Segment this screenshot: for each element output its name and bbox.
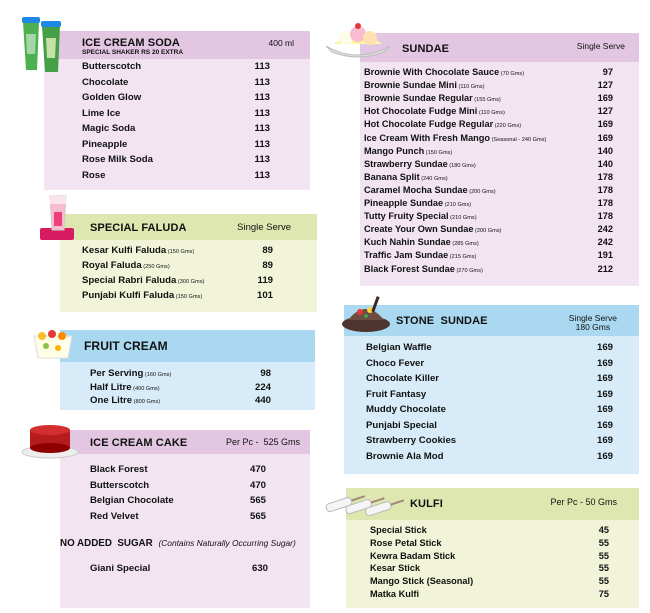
kulfi-item-price: 55 [598, 563, 609, 574]
stone-item-price: 169 [596, 388, 613, 400]
sundae-item-weight: (220 Gms) [493, 123, 522, 130]
fruit-item-price: 440 [254, 395, 271, 406]
stone-sundae-icon [340, 294, 392, 334]
sundae-item-price: 242 [597, 224, 613, 235]
soda-item-price: 113 [254, 154, 270, 165]
faluda-title: SPECIAL FALUDA [90, 222, 187, 234]
cake-serve: Per Pc - 525 Gms [225, 437, 300, 447]
sundae-item-name [364, 198, 471, 208]
soda-serve: 400 ml [268, 38, 294, 48]
soda-header [44, 31, 310, 59]
kulfi-item-label: Mango Stick (Seasonal) [370, 576, 474, 587]
kulfi-item-price: 55 [598, 550, 609, 561]
stone-item-name [366, 358, 424, 369]
kulfi-item-price: 55 [598, 537, 609, 548]
sundae-item-weight: (110 Gms) [477, 110, 505, 117]
kulfi-sticks-icon [322, 478, 410, 522]
fruit-item-weight: (400 Gms) [131, 385, 160, 392]
cake-item-label: Black Forest [90, 464, 148, 475]
soda-item-label: Rose Milk Soda [82, 154, 153, 165]
sundae-item-weight: (240 Gms) [419, 175, 448, 182]
stone-item-name [366, 373, 439, 384]
fruit-item-weight: (160 Gms) [143, 372, 172, 378]
soda-subtitle: SPECIAL SHAKER RS 20 EXTRA [82, 49, 184, 56]
cake-item-label: Red Velvet [90, 510, 139, 522]
soda-item-label: Golden Glow [82, 92, 142, 103]
faluda-item-label: Royal Faluda [82, 260, 142, 271]
cake-item-price: 565 [249, 495, 266, 506]
sundae-item-name [364, 146, 452, 156]
sundae-item-weight: (180 Gms) [447, 162, 476, 169]
sundae-header [360, 33, 639, 62]
soda-item-name [82, 139, 127, 150]
kulfi-item-label: Kesar Stick [370, 563, 421, 574]
sundae-item-price: 169 [597, 93, 613, 104]
faluda-header [60, 214, 317, 240]
sundae-item-name [364, 93, 501, 103]
sundae-item-label: Create Your Own Sundae [364, 224, 474, 235]
fruit-header [60, 330, 315, 362]
fruit-title: FRUIT CREAM [84, 339, 168, 353]
sundae-item-label: Hot Chocolate Fudge Regular [364, 119, 494, 130]
soda-item-name [82, 170, 105, 181]
fruit-item-label: Half Litre [90, 381, 132, 393]
stone-serve-line1: Single Serve [568, 313, 617, 323]
sundae-item-price: 140 [597, 145, 613, 156]
soda-item-price: 113 [254, 169, 270, 181]
sundae-boat-icon [322, 16, 394, 62]
soda-cups-icon [18, 14, 74, 74]
faluda-item-name [82, 245, 194, 256]
stone-item-label: Muddy Chocolate [366, 404, 446, 415]
sundae-item-weight: (155 Gms) [472, 97, 501, 104]
sundae-serve: Single Serve [576, 41, 625, 51]
stone-item-label: Belgian Waffle [366, 342, 432, 353]
cake-item-label: Butterscotch [90, 479, 150, 491]
stone-item-name [366, 342, 432, 353]
sundae-item-name [364, 237, 479, 247]
sundae-item-name [364, 80, 484, 90]
soda-item-price: 113 [254, 107, 270, 119]
sundae-item-name [364, 172, 448, 182]
stone-item-name [366, 420, 437, 431]
fruit-item-name [90, 368, 171, 379]
cake-icon [20, 420, 80, 460]
kulfi-item-price: 75 [598, 589, 609, 599]
stone-serve-line2: 180 Gms [575, 322, 611, 332]
faluda-item-price: 119 [257, 275, 273, 286]
fruit-item-price: 224 [254, 381, 271, 393]
soda-item-label: Pineapple [82, 138, 128, 150]
stone-item-label: Fruit Fantasy [366, 388, 427, 400]
faluda-item-name [82, 275, 204, 286]
soda-title: ICE CREAM SODA [82, 37, 180, 49]
stone-item-price: 169 [596, 357, 613, 369]
sundae-item-label: Banana Split [364, 171, 420, 182]
faluda-item-weight: (150 Gms) [166, 249, 195, 255]
sundae-item-price: 178 [597, 171, 613, 182]
sundae-item-name [364, 250, 476, 260]
kulfi-item-label: Special Stick [370, 525, 427, 535]
sundae-item-name [364, 106, 505, 116]
soda-item-name [82, 77, 128, 88]
faluda-item-label: Special Rabri Faluda [82, 275, 177, 286]
stone-item-name [366, 404, 446, 415]
sundae-item-weight: (200 Gms) [473, 228, 502, 235]
sundae-item-label: Caramel Mocha Sundae [364, 184, 468, 195]
kulfi-serve: Per Pc - 50 Gms [550, 497, 617, 507]
stone-item-price: 169 [596, 342, 613, 353]
soda-item-label: Butterscotch [82, 61, 142, 72]
soda-item-price: 113 [254, 61, 270, 72]
faluda-item-weight: (150 Gms) [174, 294, 203, 300]
sundae-item-label: Brownie With Chocolate Sauce [364, 67, 500, 77]
soda-item-name [82, 92, 141, 103]
sundae-section [360, 33, 639, 286]
kulfi-item-price: 55 [598, 576, 609, 587]
cake-item-name [90, 480, 149, 491]
no-sugar-note: (Contains Naturally Occurring Sugar) [158, 538, 296, 548]
sundae-item-price: 178 [597, 198, 613, 208]
sundae-title: SUNDAE [402, 43, 450, 55]
sundae-item-name [364, 119, 521, 129]
fruit-item-name [90, 382, 160, 393]
fruit-item-name [90, 395, 160, 406]
sundae-item-price: 178 [597, 211, 613, 222]
sundae-item-name [364, 224, 501, 234]
sundae-item-weight: (150 Gms) [424, 149, 453, 156]
sundae-item-label: Brownie Sundae Mini [364, 80, 457, 91]
sundae-item-weight: (210 Gms) [448, 215, 477, 222]
cake-item-name [90, 495, 174, 506]
faluda-glass-icon [38, 192, 78, 244]
kulfi-item-label: Matka Kulfi [370, 589, 420, 599]
sundae-item-name [364, 159, 476, 169]
soda-item-price: 113 [254, 123, 270, 134]
stone-serve [569, 314, 617, 332]
giani-special-name: Giani Special [90, 563, 151, 574]
fruit-cream-bowl-icon [30, 328, 76, 364]
sundae-item-label: Black Forest Sundae [364, 263, 455, 274]
kulfi-item-label: Rose Petal Stick [370, 537, 442, 548]
sundae-item-weight: (Seasonal - 240 Gms) [490, 136, 547, 143]
cake-item-label: Belgian Chocolate [90, 495, 174, 506]
sundae-item-weight: (200 Gms) [467, 188, 496, 195]
sundae-item-weight: (270 Gms) [454, 267, 483, 274]
sundae-item-label: Pineapple Sundae [364, 198, 444, 208]
sundae-item-name [364, 264, 483, 274]
sundae-item-weight: (215 Gms) [448, 254, 477, 261]
sundae-item-label: Brownie Sundae Regular [364, 93, 473, 104]
cake-section [60, 430, 310, 608]
faluda-item-name [82, 260, 170, 271]
soda-item-price: 113 [254, 76, 270, 88]
fruit-item-label: One Litre [90, 395, 133, 406]
soda-item-label: Magic Soda [82, 123, 136, 134]
cake-item-price: 470 [249, 464, 266, 475]
faluda-section [60, 214, 317, 312]
stone-item-name [366, 389, 426, 400]
soda-item-name [82, 61, 141, 72]
sundae-item-price: 169 [597, 119, 613, 130]
stone-item-label: Chocolate Killer [366, 373, 440, 384]
sundae-item-price: 140 [597, 158, 613, 169]
faluda-item-weight: (250 Gms) [141, 264, 170, 270]
kulfi-item-name [370, 551, 455, 561]
sundae-item-price: 212 [597, 263, 613, 274]
faluda-item-label: Kesar Kulfi Faluda [82, 245, 167, 256]
kulfi-item-name [370, 563, 420, 573]
kulfi-item-price: 45 [598, 525, 609, 535]
sundae-item-price: 242 [597, 237, 613, 248]
sundae-item-name [364, 133, 546, 143]
sundae-item-label: Hot Chocolate Fudge Mini [364, 106, 478, 117]
soda-item-name [82, 123, 135, 134]
stone-item-name [366, 435, 456, 446]
sundae-item-price: 178 [597, 184, 613, 195]
sundae-item-weight: (285 Gms) [450, 241, 479, 248]
sundae-item-weight: (110 Gms) [456, 84, 485, 91]
kulfi-item-label: Kewra Badam Stick [370, 550, 456, 561]
soda-item-name [82, 108, 120, 119]
soda-item-price: 113 [254, 92, 270, 103]
stone-item-price: 169 [596, 419, 613, 431]
soda-section [44, 31, 310, 190]
sundae-item-label: Traffic Jam Sundae [364, 250, 449, 261]
kulfi-item-name [370, 525, 427, 535]
sundae-item-label: Kuch Nahin Sundae [364, 237, 451, 248]
stone-item-price: 169 [596, 404, 613, 415]
faluda-item-label: Punjabi Kulfi Faluda [82, 290, 175, 301]
sundae-item-label: Tutty Fruity Special [364, 211, 449, 222]
faluda-item-price: 89 [262, 245, 273, 256]
fruit-item-weight: (800 Gms) [132, 399, 161, 405]
sundae-item-price: 191 [597, 250, 613, 261]
sundae-item-label: Mango Punch [364, 145, 425, 156]
sundae-item-weight: (210 Gms) [443, 202, 472, 208]
sundae-item-price: 127 [597, 80, 613, 91]
sundae-item-price: 127 [597, 106, 613, 117]
giani-special-price: 630 [251, 563, 268, 574]
stone-item-label: Strawberry Cookies [366, 435, 457, 446]
no-sugar-title: NO ADDED SUGAR [60, 538, 153, 549]
soda-item-price: 113 [254, 138, 270, 150]
fruit-section [60, 330, 315, 410]
cake-title: ICE CREAM CAKE [90, 437, 188, 449]
stone-item-name [366, 451, 443, 462]
soda-item-name [82, 154, 153, 165]
faluda-item-name [82, 290, 202, 301]
fruit-item-price: 98 [260, 368, 271, 379]
stone-item-label: Punjabi Special [366, 419, 437, 431]
stone-item-price: 169 [596, 435, 613, 446]
fruit-item-label: Per Serving [90, 368, 144, 379]
sundae-item-price: 97 [602, 67, 613, 77]
sundae-item-name [364, 211, 477, 221]
cake-item-name [90, 464, 148, 475]
stone-title: STONE SUNDAE [396, 315, 488, 327]
stone-item-label: Choco Fever [366, 357, 425, 369]
sundae-item-label: Ice Cream With Fresh Mango [364, 132, 491, 143]
kulfi-item-name [370, 576, 473, 586]
stone-item-label: Brownie Ala Mod [366, 450, 444, 462]
sundae-item-price: 169 [597, 132, 613, 143]
stone-item-price: 169 [596, 450, 613, 462]
faluda-item-price: 89 [262, 260, 273, 271]
soda-item-label: Rose [82, 169, 106, 181]
kulfi-item-name [370, 589, 419, 599]
sundae-item-name [364, 185, 496, 195]
sundae-item-name [364, 67, 524, 77]
cake-item-name [90, 511, 139, 522]
stone-item-price: 169 [596, 373, 613, 384]
sundae-item-label: Strawberry Sundae [364, 158, 448, 169]
kulfi-item-name [370, 538, 442, 548]
faluda-serve: Single Serve [237, 222, 291, 233]
kulfi-title: KULFI [410, 498, 443, 510]
cake-header [60, 430, 310, 454]
soda-item-label: Lime Ice [82, 107, 121, 119]
sundae-item-weight: (70 Gms) [499, 71, 525, 77]
cake-item-price: 565 [249, 510, 266, 522]
faluda-item-weight: (300 Gms) [176, 279, 205, 285]
faluda-item-price: 101 [256, 290, 273, 301]
soda-item-label: Chocolate [82, 76, 129, 88]
cake-item-price: 470 [249, 479, 266, 491]
no-sugar-heading [60, 538, 296, 549]
